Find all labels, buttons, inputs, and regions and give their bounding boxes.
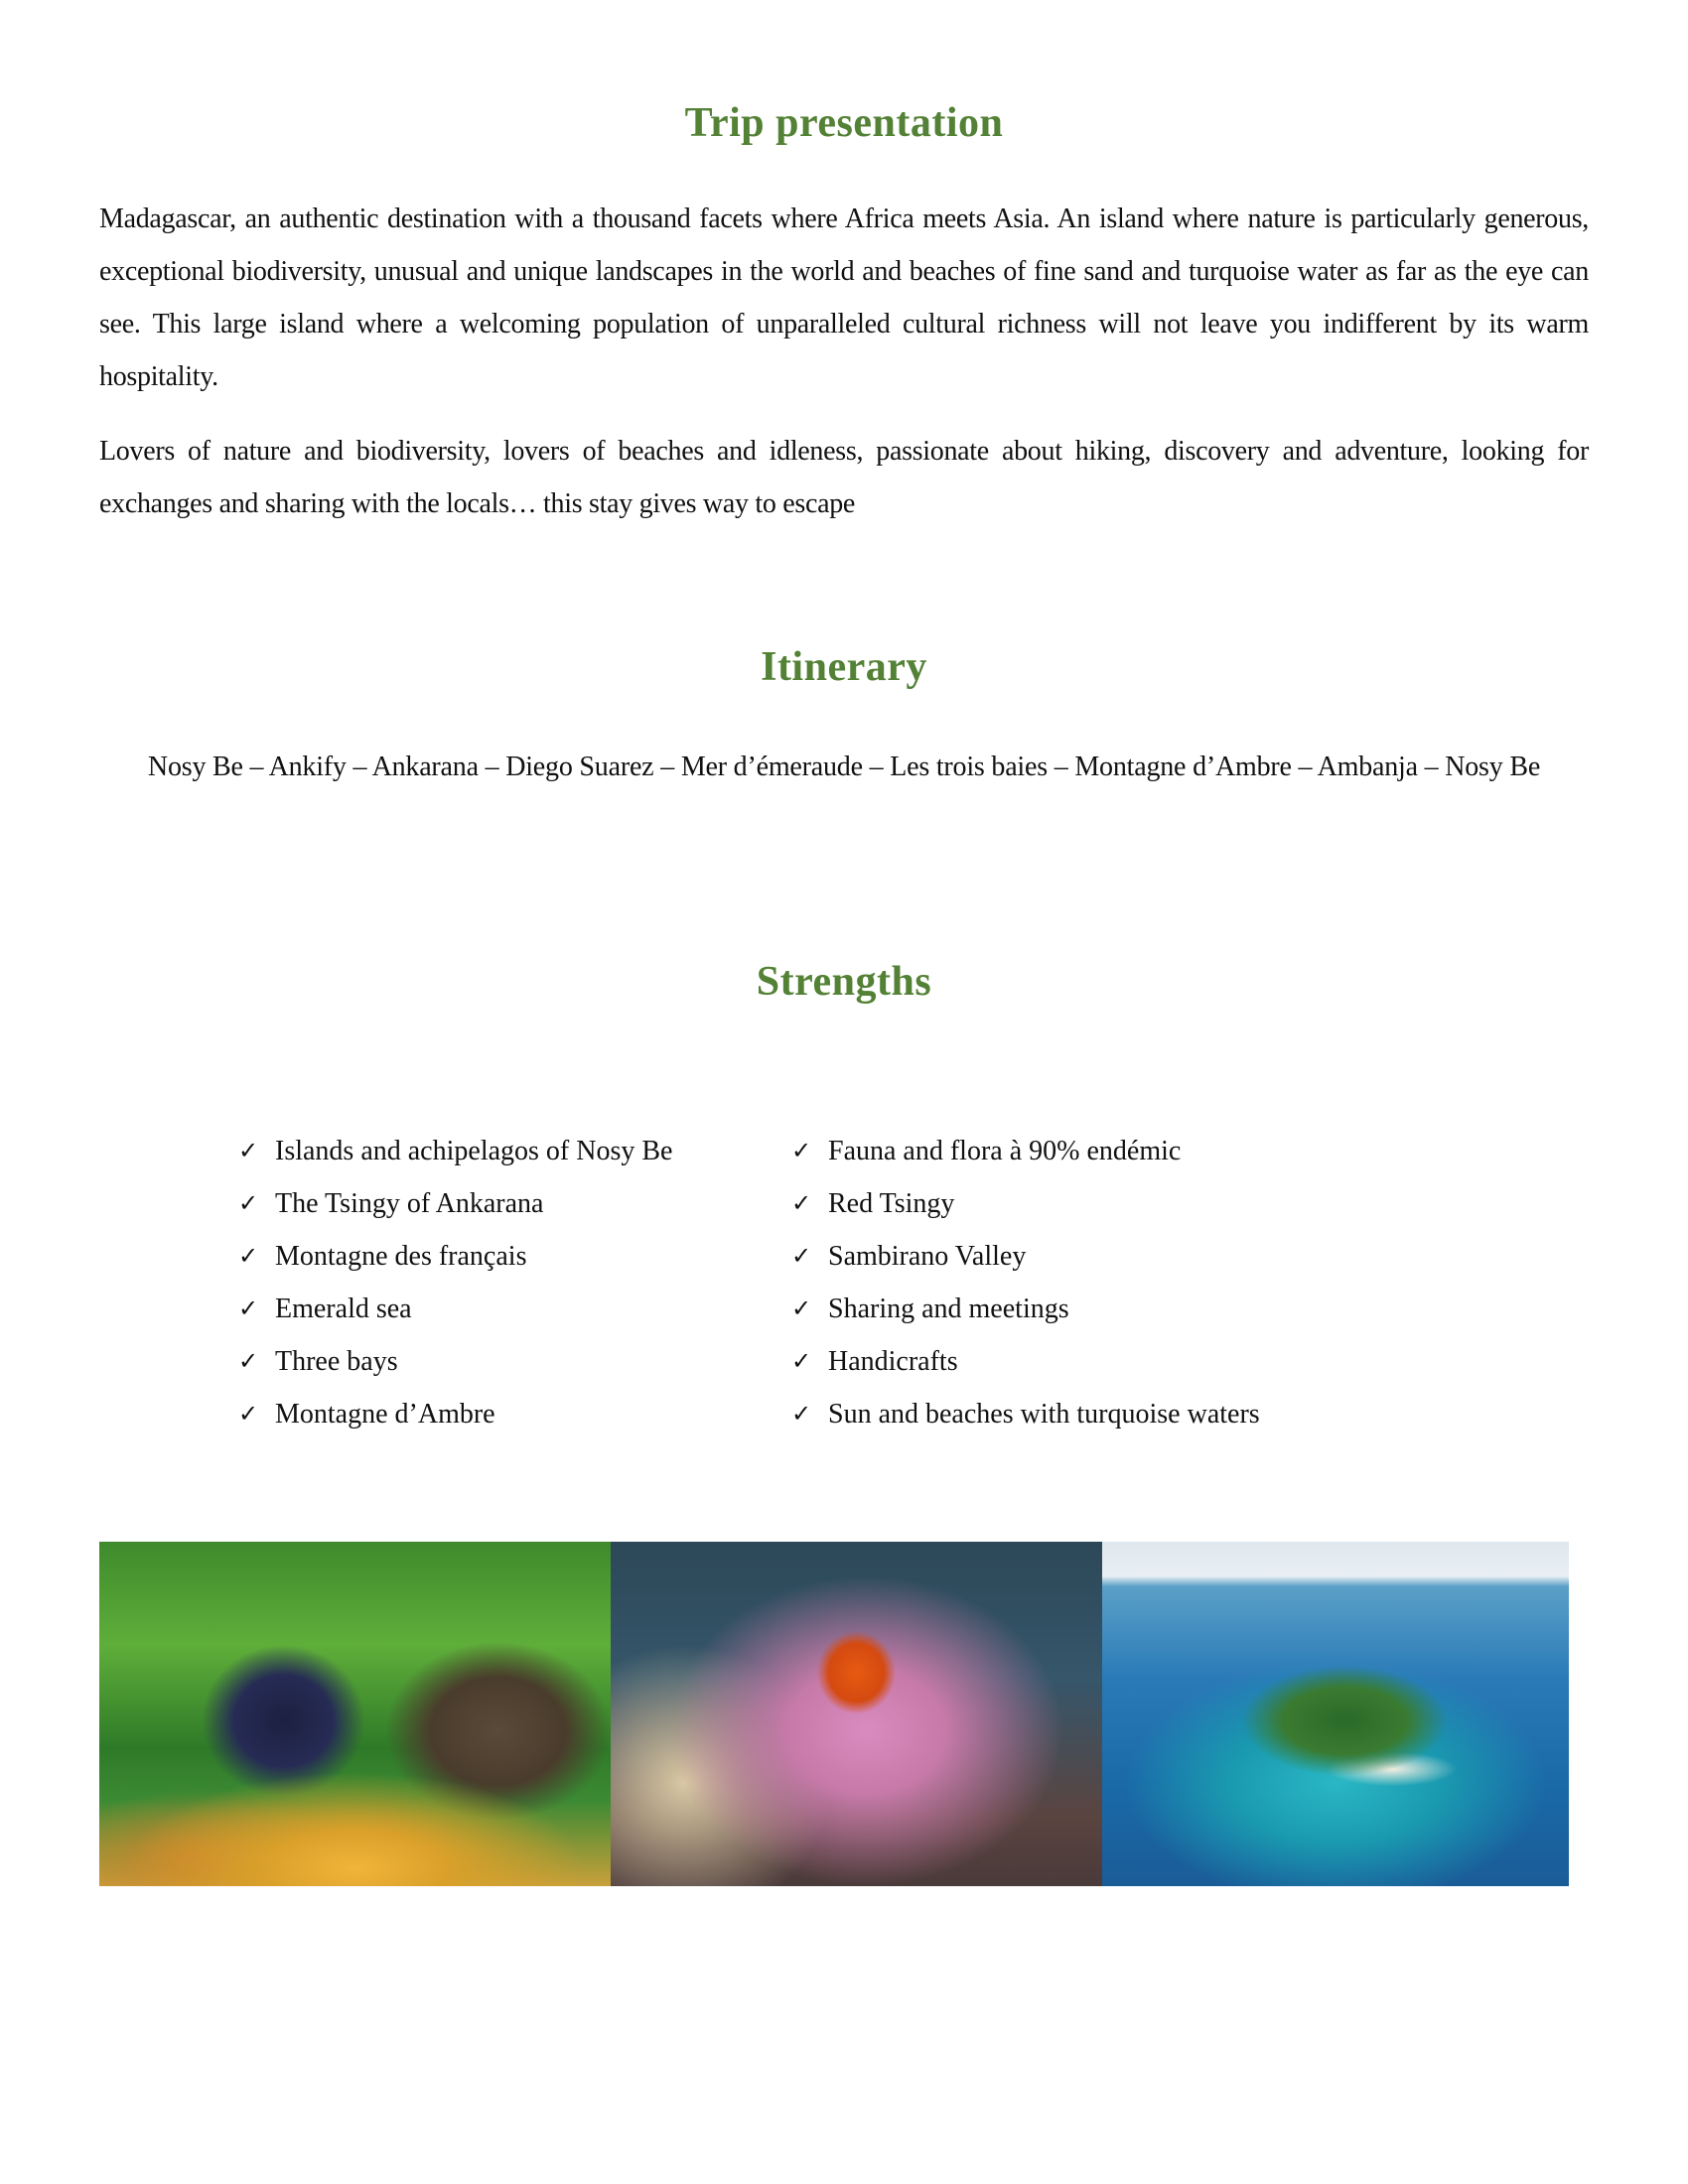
checkmark-icon: ✓	[791, 1242, 812, 1270]
trip-intro-paragraph: Madagascar, an authentic destination with a thousand facets where Africa meets Asia. An island where nature is particularly generous, exceptional biodiversity, unusual and unique landscapes in the world and beaches of fine sand and turquoise water as far as the eye can see. This large island where a welcoming population of unparalleled cultural richness will not leave you indifferent by its warm hospitality.	[99, 204, 1589, 392]
trip-presentation-heading: Trip presentation	[684, 100, 1004, 146]
checkmark-icon: ✓	[791, 1189, 812, 1217]
trip-audience-paragraph: Lovers of nature and biodiversity, lovers of beaches and idleness, passionate about hiking, discovery and adventure, looking for exchanges and sharing with the locals… this stay gives way to escape	[99, 436, 1589, 519]
photo-clownfish-anemone	[611, 1542, 1102, 1886]
strengths-heading: Strengths	[756, 959, 932, 1005]
checkmark-icon: ✓	[791, 1347, 812, 1375]
checkmark-icon: ✓	[238, 1347, 259, 1375]
itinerary-heading: Itinerary	[761, 644, 927, 690]
photo-cocoa-harvest	[99, 1542, 611, 1886]
checkmark-icon: ✓	[791, 1137, 812, 1164]
checkmark-icon: ✓	[791, 1400, 812, 1428]
checkmark-icon: ✓	[238, 1137, 259, 1164]
checkmark-icon: ✓	[238, 1295, 259, 1322]
checkmark-icon: ✓	[238, 1189, 259, 1217]
photo-island-aerial	[1102, 1542, 1569, 1886]
itinerary-route: Nosy Be – Ankify – Ankarana – Diego Suarez – Mer d’émeraude – Les trois baies – Montagne d’Ambre – Ambanja – Nosy Be	[147, 751, 1541, 782]
photo-strip	[99, 1542, 1569, 1886]
checkmark-icon: ✓	[238, 1400, 259, 1428]
checkmark-icon: ✓	[238, 1242, 259, 1270]
checkmark-icon: ✓	[791, 1295, 812, 1322]
